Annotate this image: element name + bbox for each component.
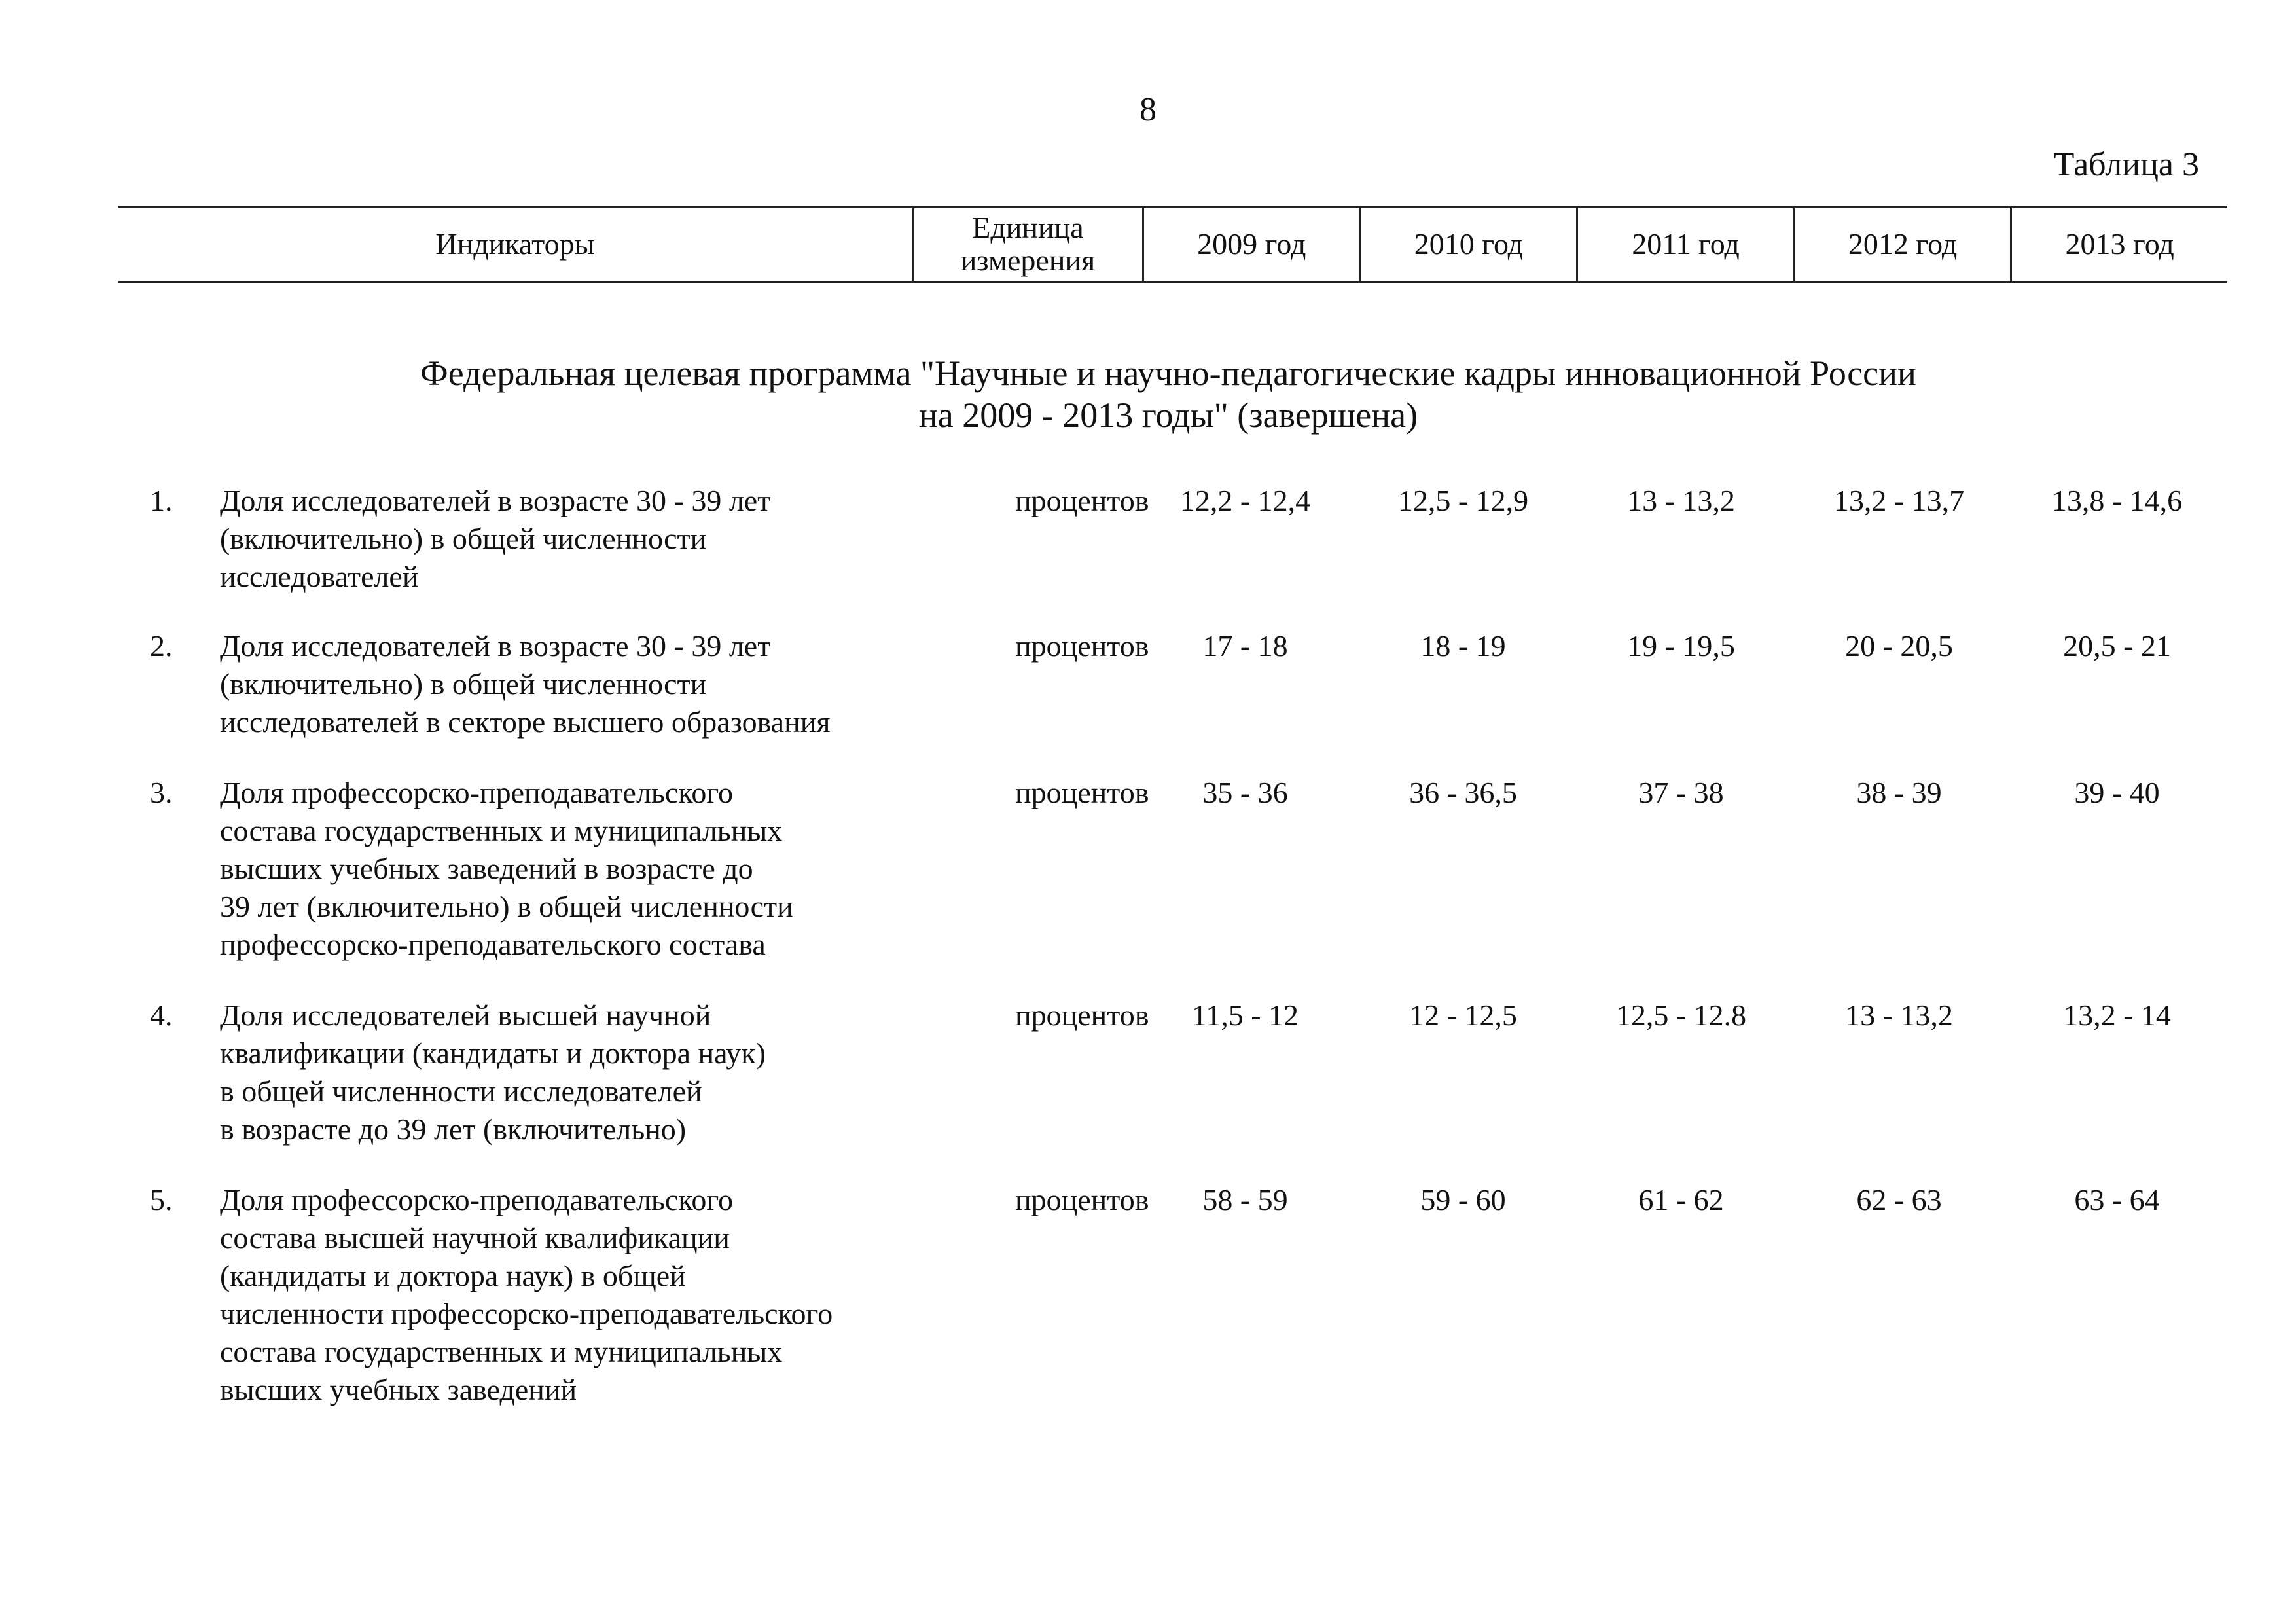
section-title (262, 352, 2075, 436)
indicator-text-line: (включительно) в общей численности (220, 667, 707, 701)
value-cell: 11,5 - 12 (1191, 998, 1299, 1032)
row-number: 5. (150, 1183, 173, 1216)
value-cell: 18 - 19 (1420, 629, 1506, 663)
value-cell: 17 - 18 (1202, 629, 1288, 663)
value-cell: 59 - 60 (1420, 1183, 1506, 1216)
value-cell: 12,5 - 12,9 (1397, 484, 1529, 517)
value-cell: 61 - 62 (1638, 1183, 1724, 1216)
table-row (118, 996, 2227, 1148)
table-header (118, 206, 2227, 283)
value-cell: 19 - 19,5 (1627, 629, 1735, 663)
table-row (118, 482, 2227, 596)
value-cell: 12,2 - 12,4 (1179, 484, 1311, 517)
indicator-text-line: высших учебных заведений в возрасте до (220, 852, 753, 885)
value-cell: 12,5 - 12.8 (1615, 998, 1747, 1032)
indicator-text-line: (включительно) в общей численности (220, 522, 707, 555)
indicator-text-line: в возрасте до 39 лет (включительно) (220, 1112, 687, 1146)
unit-cell: процентов (1015, 776, 1149, 809)
table-body (118, 482, 2227, 1409)
value-cell: 12 - 12,5 (1409, 998, 1517, 1032)
indicator-text-line: высших учебных заведений (220, 1373, 577, 1406)
header-unit-line2: измерения (960, 244, 1096, 277)
value-cell: 13,2 - 14 (2063, 998, 2171, 1032)
indicator-text-line: 39 лет (включительно) в общей численности (220, 890, 793, 923)
row-number: 2. (150, 629, 173, 663)
header-year-2009: 2009 год (1142, 208, 1359, 281)
indicator-text-line: исследователей в секторе высшего образования (220, 705, 831, 739)
header-unit-line1: Единица (972, 211, 1084, 244)
value-cell: 13 - 13,2 (1627, 484, 1735, 517)
indicator-text-line: квалификации (кандидаты и доктора наук) (220, 1036, 766, 1070)
indicator-text-line: Доля исследователей высшей научной (220, 998, 711, 1032)
indicator-text (220, 996, 1015, 1148)
row-number: 3. (150, 776, 173, 809)
indicator-text-line: состава высшей научной квалификации (220, 1221, 730, 1254)
header-year-2011: 2011 год (1576, 208, 1793, 281)
indicator-text-line: Доля профессорско-преподавательского (220, 1183, 734, 1216)
indicator-text (220, 627, 1015, 741)
value-cell: 13,8 - 14,6 (2051, 484, 2183, 517)
value-cell: 62 - 63 (1856, 1183, 1942, 1216)
unit-cell: процентов (1015, 998, 1149, 1032)
unit-cell: процентов (1015, 484, 1149, 517)
unit-cell: процентов (1015, 629, 1149, 663)
indicator-text-line: численности профессорско-преподавательского (220, 1297, 833, 1330)
indicator-text-line: Доля исследователей в возрасте 30 - 39 лет (220, 484, 771, 517)
table-row (118, 1181, 2227, 1409)
indicator-text-line: Доля исследователей в возрасте 30 - 39 лет (220, 629, 771, 663)
indicator-text-line: профессорско-преподавательского состава (220, 928, 766, 961)
value-cell: 13 - 13,2 (1845, 998, 1953, 1032)
indicator-text (220, 1181, 1015, 1409)
value-cell: 13,2 - 13,7 (1833, 484, 1965, 517)
indicator-text-line: (кандидаты и доктора наук) в общей (220, 1259, 686, 1292)
indicator-text-line: исследователей (220, 560, 419, 593)
header-year-2010: 2010 год (1359, 208, 1577, 281)
row-number: 4. (150, 998, 173, 1032)
table-row (118, 627, 2227, 741)
indicator-text-line: состава государственных и муниципальных (220, 814, 783, 847)
value-cell: 58 - 59 (1202, 1183, 1288, 1216)
value-cell: 20 - 20,5 (1845, 629, 1953, 663)
header-unit (912, 208, 1142, 281)
indicator-text-line: состава государственных и муниципальных (220, 1335, 783, 1368)
table-label: Таблица 3 (2053, 146, 2199, 183)
value-cell: 20,5 - 21 (2063, 629, 2171, 663)
section-title-line2: на 2009 - 2013 годы" (завершена) (918, 395, 1418, 435)
indicator-text (220, 482, 1015, 596)
indicator-text (220, 774, 1015, 964)
header-indicators: Индикаторы (435, 227, 595, 261)
header-year-2012: 2012 год (1793, 208, 2011, 281)
header-year-2013: 2013 год (2010, 208, 2227, 281)
indicator-text-line: в общей численности исследователей (220, 1074, 702, 1108)
indicator-text-line: Доля профессорско-преподавательского (220, 776, 734, 809)
page-number: 8 (1139, 91, 1157, 128)
value-cell: 39 - 40 (2074, 776, 2160, 809)
section-title-line1: Федеральная целевая программа "Научные и научно-педагогические кадры инновационной России (420, 354, 1916, 393)
value-cell: 37 - 38 (1638, 776, 1724, 809)
table-row (118, 774, 2227, 964)
value-cell: 35 - 36 (1202, 776, 1288, 809)
value-cell: 38 - 39 (1856, 776, 1942, 809)
unit-cell: процентов (1015, 1183, 1149, 1216)
value-cell: 36 - 36,5 (1409, 776, 1517, 809)
row-number: 1. (150, 484, 173, 517)
value-cell: 63 - 64 (2074, 1183, 2160, 1216)
